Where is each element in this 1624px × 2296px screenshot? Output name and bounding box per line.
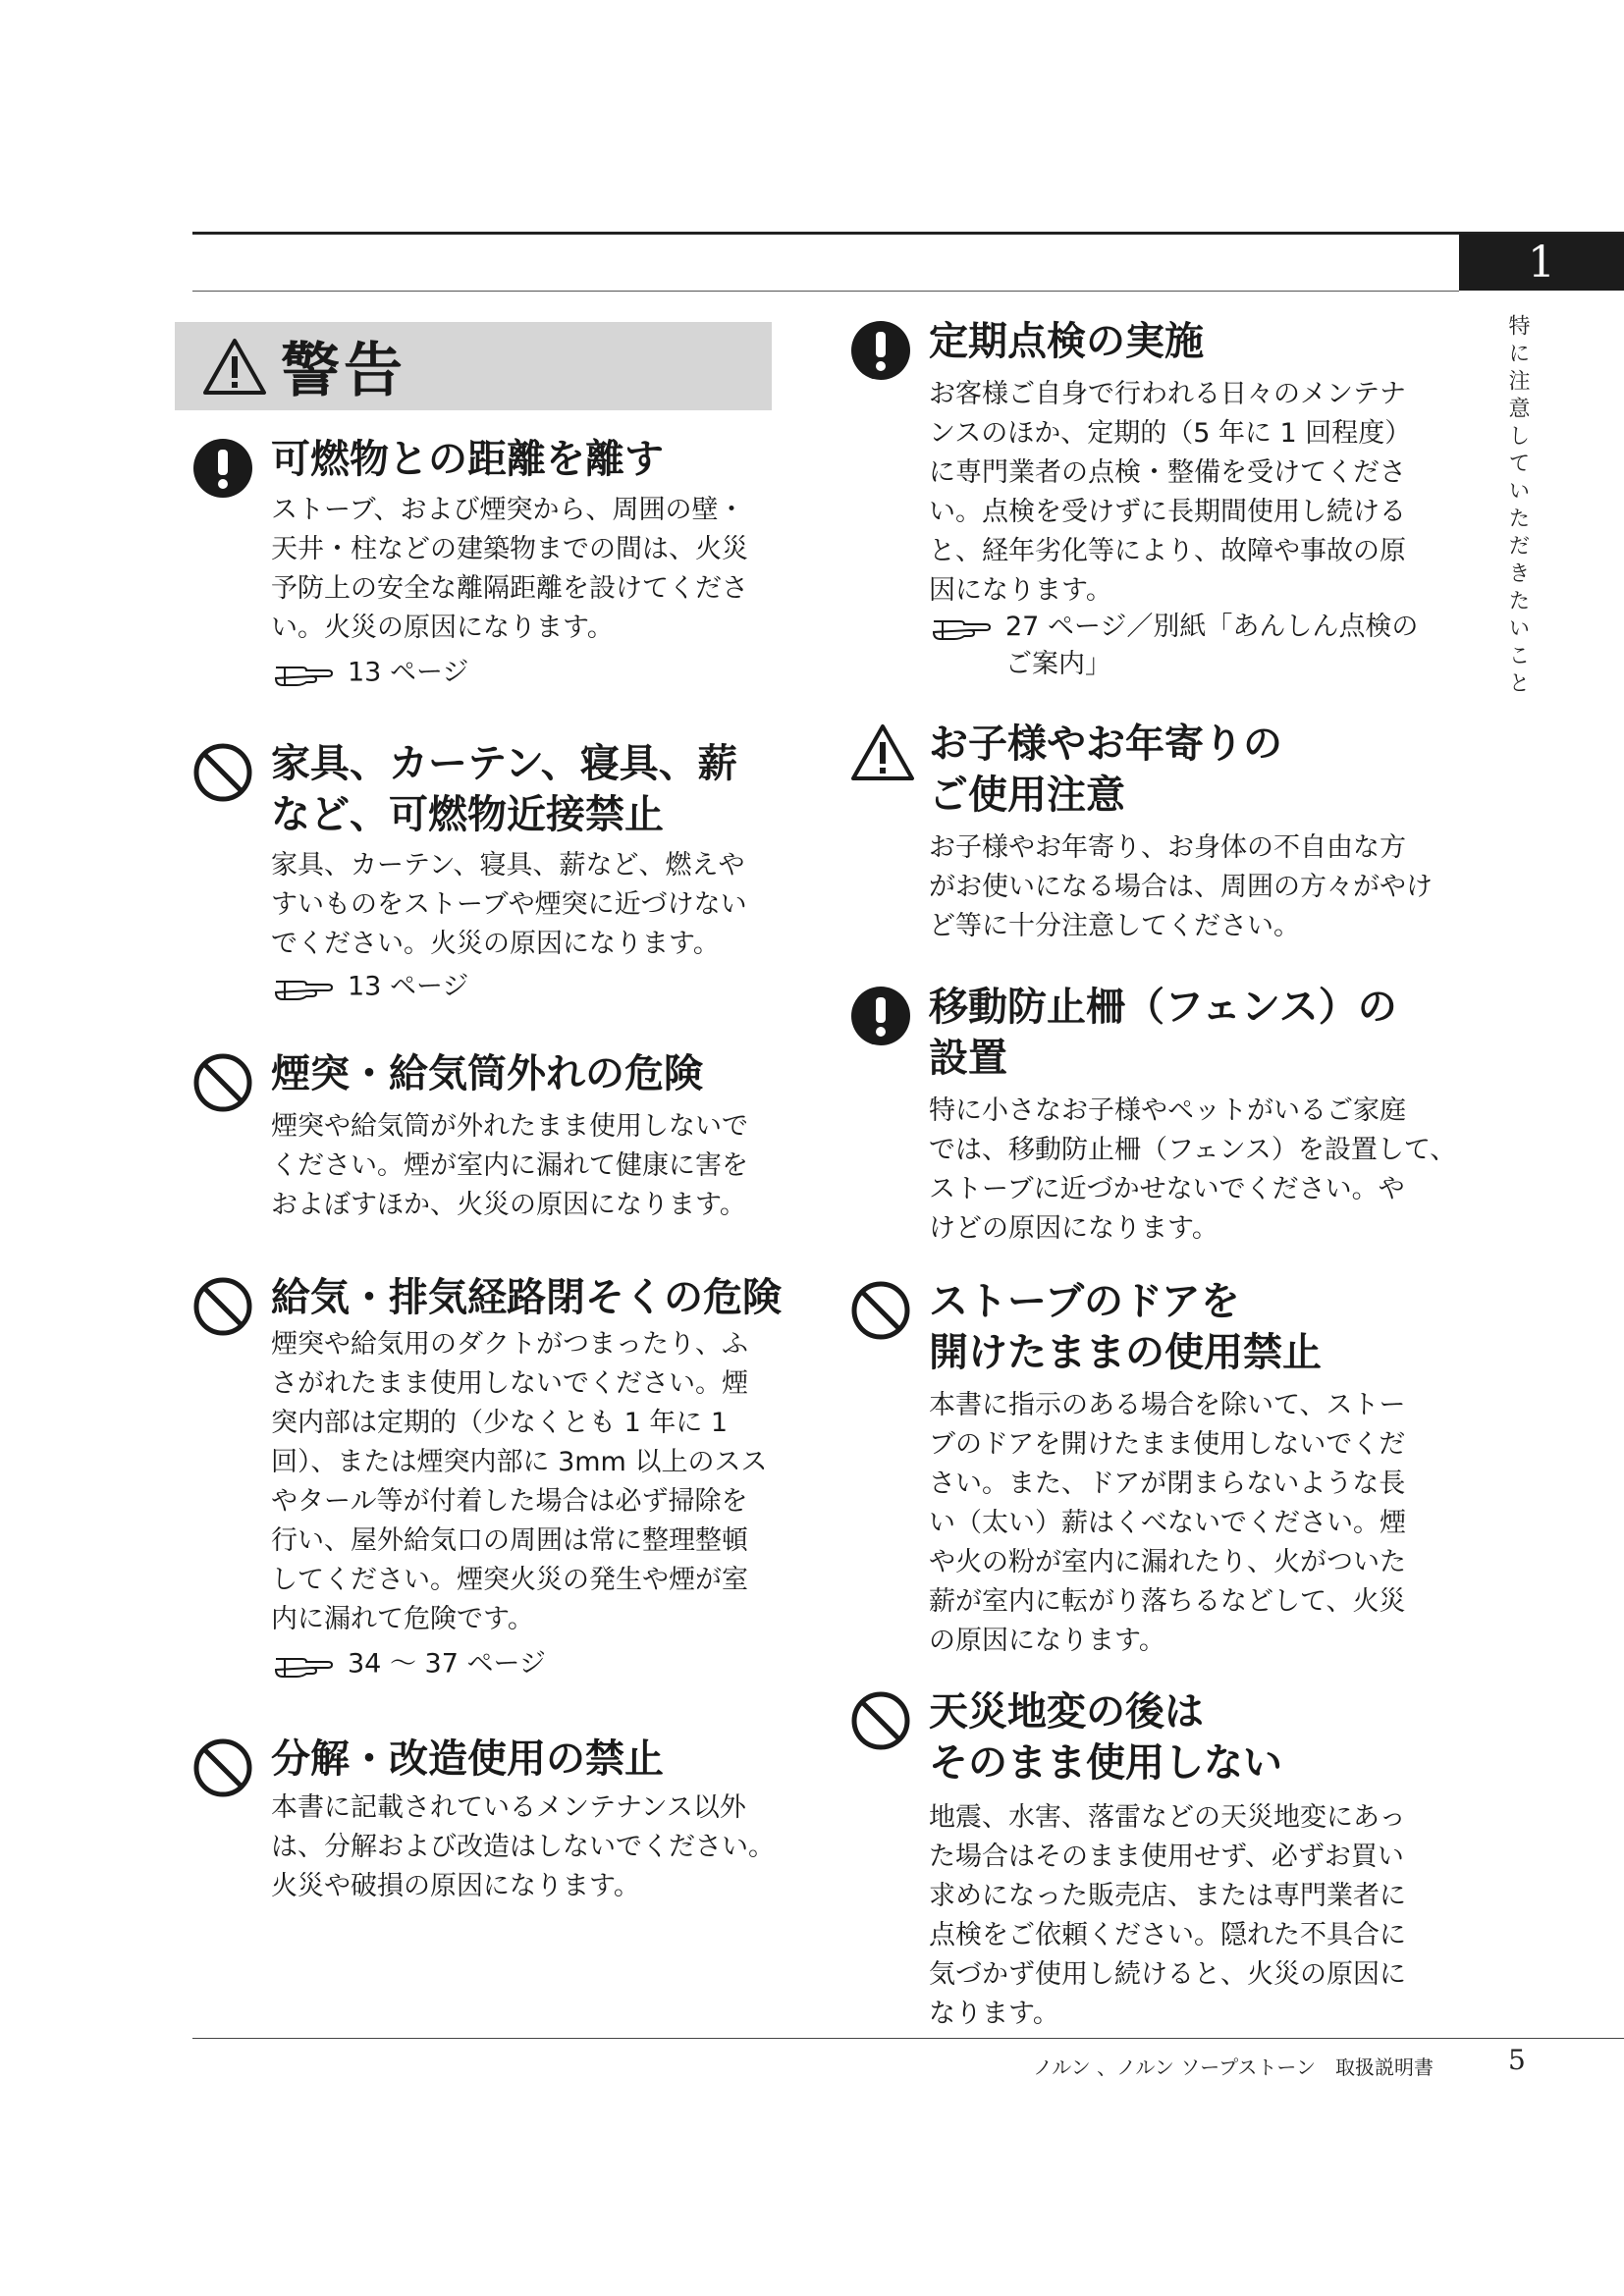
warning-title: 警告 bbox=[281, 337, 406, 405]
warning-banner bbox=[175, 322, 772, 410]
body-line: の原因になります。 bbox=[929, 1626, 1165, 1656]
section-heading: 煙突・給気筒外れの危険 bbox=[271, 1051, 703, 1096]
side-chapter-title: 特に注意していただきたいこと bbox=[1505, 314, 1530, 699]
body-line: さがれたまま使用しないでください。煙 bbox=[271, 1368, 748, 1399]
body-line: い。火災の原因になります。 bbox=[271, 613, 614, 643]
body-line: でください。火災の原因になります。 bbox=[271, 929, 720, 959]
body-line: 本書に指示のある場合を除いて、ストー bbox=[929, 1390, 1406, 1420]
body-line: ストーブに近づかせないでください。や bbox=[929, 1174, 1405, 1204]
body-line: お客様ご自身で行われる日々のメンテナ bbox=[929, 379, 1406, 409]
body-line: 因になります。 bbox=[929, 575, 1112, 606]
body-line: は、分解および改造はしないでください。 bbox=[271, 1832, 775, 1862]
prohibition-icon bbox=[850, 1690, 911, 1751]
warning-triangle-icon bbox=[202, 337, 267, 396]
body-line: 気づかず使用し続けると、火災の原因に bbox=[929, 1959, 1406, 1990]
body-line: と、経年劣化等により、故障や事故の原 bbox=[929, 536, 1406, 566]
mandatory-exclamation-icon bbox=[850, 986, 911, 1046]
body-line: 特に小さなお子様やペットがいるご家庭 bbox=[929, 1095, 1406, 1126]
body-line: ンスのほか、定期的（5 年に 1 回程度） bbox=[929, 418, 1412, 449]
body-line: や火の粉が室内に漏れたり、火がついた bbox=[929, 1547, 1406, 1577]
footer-rule bbox=[192, 2038, 1624, 2039]
body-line: 家具、カーテン、寝具、薪など、燃えや bbox=[271, 850, 745, 881]
section-heading: 移動防止柵（フェンス）の bbox=[929, 985, 1397, 1030]
section-heading: お子様やお年寄りの bbox=[929, 721, 1282, 767]
body-line: た場合はそのまま使用せず、必ずお買い bbox=[929, 1842, 1404, 1872]
prohibition-icon bbox=[850, 1280, 911, 1341]
body-line: 点検をご依頼ください。隠れた不具合に bbox=[929, 1920, 1406, 1950]
body-line: やタール等が付着した場合は必ず掃除を bbox=[271, 1486, 748, 1517]
section-heading: 開けたままの使用禁止 bbox=[929, 1330, 1322, 1375]
section-heading: 家具、カーテン、寝具、薪 bbox=[271, 741, 737, 786]
body-line: 行い、屋外給気口の周囲は常に整理整頓 bbox=[271, 1525, 748, 1556]
body-line: してください。煙突火災の発生や煙が室 bbox=[271, 1565, 748, 1595]
body-line: 火災や破損の原因になります。 bbox=[271, 1871, 640, 1901]
section-heading: 天災地変の後は bbox=[929, 1689, 1204, 1735]
pointing-hand-icon bbox=[273, 973, 334, 1002]
body-line: 内に漏れて危険です。 bbox=[271, 1604, 534, 1634]
top-thin-rule bbox=[192, 291, 1459, 292]
mandatory-exclamation-icon bbox=[192, 438, 253, 499]
body-line: けどの原因になります。 bbox=[929, 1213, 1218, 1244]
manual-title-footer: ノルン 、ノルン ソープストーン 取扱説明書 bbox=[1033, 2056, 1434, 2079]
pointing-hand-icon bbox=[273, 1650, 334, 1680]
body-line: なります。 bbox=[929, 1999, 1059, 2029]
prohibition-icon bbox=[192, 742, 253, 803]
section-heading: など、可燃物近接禁止 bbox=[271, 792, 664, 837]
body-line: い。点検を受けずに長期間使用し続ける bbox=[929, 497, 1406, 527]
body-line: すいものをストーブや煙突に近づけない bbox=[271, 889, 747, 920]
body-line: い（太い）薪はくべないでください。煙 bbox=[929, 1508, 1406, 1538]
body-line: 煙突や給気用のダクトがつまったり、ふ bbox=[271, 1329, 748, 1360]
body-line: ブのドアを開けたまま使用しないでくだ bbox=[929, 1429, 1406, 1460]
prohibition-icon bbox=[192, 1276, 253, 1337]
body-line: 突内部は定期的（少なくとも 1 年に 1 bbox=[271, 1408, 729, 1438]
prohibition-icon bbox=[192, 1737, 253, 1798]
page-reference: 27 ページ／別紙「あんしん点検の bbox=[1005, 612, 1419, 642]
page-reference: 13 ページ bbox=[348, 971, 469, 1002]
body-line: 薪が室内に転がり落ちるなどして、火災 bbox=[929, 1586, 1406, 1617]
body-line: およぼすほか、火災の原因になります。 bbox=[271, 1190, 746, 1220]
body-line: さい。また、ドアが閉まらないような長 bbox=[929, 1468, 1406, 1499]
section-heading: 定期点検の実施 bbox=[929, 319, 1204, 364]
section-heading: 設置 bbox=[929, 1036, 1007, 1081]
body-line: ください。煙が室内に漏れて健康に害を bbox=[271, 1150, 748, 1181]
section-heading: そのまま使用しない bbox=[929, 1740, 1282, 1786]
chapter-number: 1 bbox=[1459, 234, 1624, 291]
top-rule bbox=[192, 232, 1624, 235]
section-heading: 可燃物との距離を離す bbox=[271, 437, 664, 482]
body-line: では、移動防止柵（フェンス）を設置して、 bbox=[929, 1135, 1457, 1165]
page-reference: 34 ～ 37 ページ bbox=[348, 1648, 546, 1680]
section-heading: ストーブのドアを bbox=[929, 1279, 1240, 1324]
section-heading: ご使用注意 bbox=[929, 773, 1125, 818]
body-line: に専門業者の点検・整備を受けてくださ bbox=[929, 457, 1406, 488]
mandatory-exclamation-icon bbox=[850, 320, 911, 381]
body-line: ど等に十分注意してください。 bbox=[929, 911, 1300, 941]
body-line: 煙突や給気筒が外れたまま使用しないで bbox=[271, 1111, 748, 1142]
body-line: 求めになった販売店、または専門業者に bbox=[929, 1881, 1406, 1911]
page-number: 5 bbox=[1508, 2044, 1526, 2076]
body-line: 回）、または煙突内部に 3mm 以上のスス bbox=[271, 1447, 768, 1477]
body-line: 本書に記載されているメンテナンス以外 bbox=[271, 1792, 746, 1823]
body-line: ストーブ、および煙突から、周囲の壁・ bbox=[271, 495, 745, 525]
page-reference: 13 ページ bbox=[348, 657, 469, 688]
pointing-hand-icon bbox=[273, 659, 334, 688]
body-line: お子様やお年寄り、お身体の不自由な方 bbox=[929, 832, 1406, 863]
pointing-hand-icon bbox=[931, 613, 992, 642]
section-heading: 分解・改造使用の禁止 bbox=[271, 1736, 664, 1782]
caution-triangle-icon bbox=[850, 722, 915, 781]
body-line: 天井・柱などの建築物までの間は、火災 bbox=[271, 534, 748, 564]
page-reference: ご案内」 bbox=[1005, 649, 1111, 679]
body-line: がお使いになる場合は、周囲の方々がやけ bbox=[929, 872, 1433, 902]
body-line: 予防上の安全な離隔距離を設けてくださ bbox=[271, 573, 748, 604]
section-heading: 給気・排気経路閉そくの危険 bbox=[271, 1275, 782, 1320]
prohibition-icon bbox=[192, 1052, 253, 1113]
body-line: 地震、水害、落雷などの天災地変にあっ bbox=[929, 1802, 1406, 1833]
